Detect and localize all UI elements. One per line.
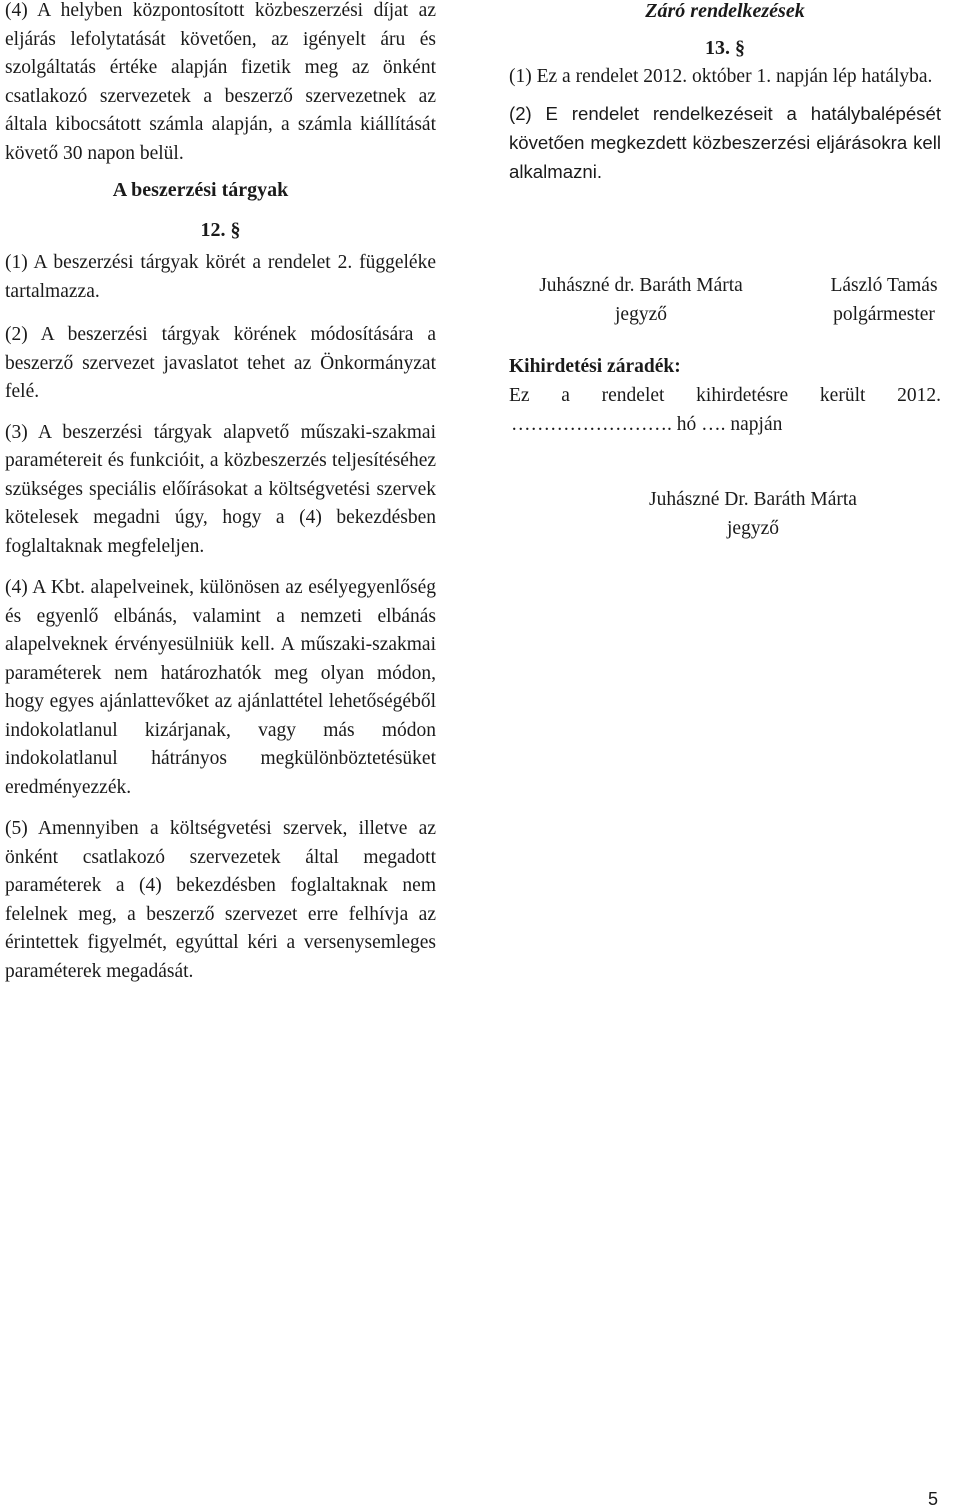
left-column [5,0,436,986]
paragraph-13-2: (2) E rendelet rendelkezéseit a hatálybalépését követően megkezdett közbeszerzési eljárásokra kell alkalmazni. [509,103,941,182]
paragraph-12-2: (2) A beszerzési tárgyak körének módosítására a beszerző szervezet javaslatot tehet az Önkormányzat felé. [5,324,436,402]
signature-jegyzo [509,272,773,329]
signature-block [509,272,941,329]
section-number-12: 12. § [200,219,241,241]
signature-name: László Tamás [830,275,938,296]
promulgation-text-line-2: ……………………. hó …. napján [511,413,783,435]
paragraph-13-1: (1) Ez a rendelet 2012. október 1. napján lép hatályba. [509,66,933,87]
paragraph-12-1: (1) A beszerzési tárgyak körét a rendelet 2. függeléke tartalmazza. [5,252,436,302]
promulgation-heading: Kihirdetési záradék: [509,356,681,377]
section-heading-beszerzesi-targyak: A beszerzési tárgyak [112,179,289,201]
section-heading-zaro-rendelkezesek: Záró rendelkezések [645,0,805,22]
paragraph-4-intro: (4) A helyben központosított közbeszerzési díjat az eljárás lefolytatását követően, az igényelt áru és szolgáltatás értéke alapján fizetik meg az önként csatlakozó szervezetek a beszerző szervezetnek az általa kibocsátott számla alapján, a számla kiállítását követő 30 napon belül. [5,0,436,164]
signature-name: Juhászné dr. Baráth Márta [539,275,743,296]
final-signature-title: jegyző [727,517,779,539]
paragraph-12-5: (5) Amennyiben a költségvetési szervek, illetve az önként csatlakozó szervezetek által megadott paraméterek a (4) bekezdésben foglaltaknak nem felelnek meg, a beszerző szervezet erre felhívja az érintettek figyelmét, egyúttal kéri a versenysemleges paraméterek megadását. [5,818,436,982]
right-column [509,0,941,543]
final-signature [565,486,941,543]
signature-title: jegyző [615,303,667,325]
section-number-13: 13. § [705,37,745,59]
page-number: 5 [928,1489,939,1509]
signature-polgarmester [809,272,959,329]
paragraph-12-4: (4) A Kbt. alapelveinek, különösen az esélyegyenlőség és egyenlő elbánás, valamint a nemzeti elbánás alapelveknek érvényesülniük kell. A műszaki-szakmai paraméterek nem határozhatók meg olyan módon, hogy egyes ajánlattevőket az ajánlattétel lehetőségéből indokolatlanul kizárjanak, vagy más módon indokolatlanul hátrányos megkülönböztetésüket eredményezzék. [5,577,436,798]
paragraph-12-3: (3) A beszerzési tárgyak alapvető műszaki-szakmai paramétereit és funkcióit, a közbeszerzés teljesítéséhez szükséges speciális előírásokat a költségvetési szervek kötelesek megadni úgy, hogy a (4) bekezdésben foglaltaknak megfeleljen. [5,421,436,557]
final-signature-name: Juhászné Dr. Baráth Márta [649,489,857,510]
signature-title: polgármester [833,303,935,325]
promulgation-text-line-1: Ez a rendelet kihirdetésre került 2012. [509,385,941,406]
